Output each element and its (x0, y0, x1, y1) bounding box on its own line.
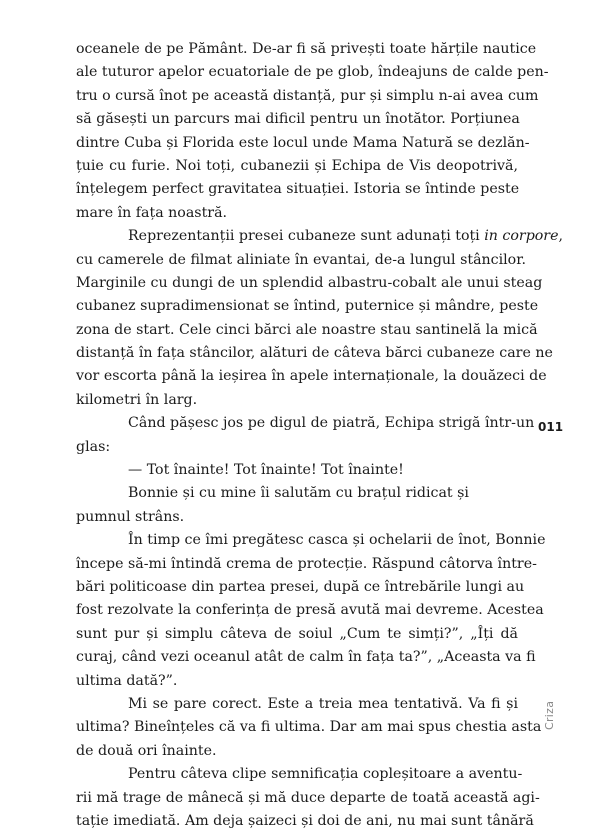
text-line: începe să-mi întindă crema de protecție. Răspund câtorva între- (76, 555, 537, 572)
text-line: Marginile cu dungi de un splendid albastru-cobalt ale unui steag (76, 274, 543, 291)
text-line: bări politicoase din partea presei, după ce întrebările lungi au (76, 578, 525, 595)
text-line: ale tuturor apelor ecuatoriale de pe glob, îndeajuns de calde pen- (76, 64, 549, 81)
text-line: fost rezolvate la conferința de presă avută mai devreme. Acestea (76, 602, 544, 619)
text-line: ultima? Bineînțeles că va fi ultima. Dar am mai spus chestia asta (76, 719, 542, 736)
text-line: ultima dată?”. (76, 672, 178, 689)
text-line: oceanele de pe Pământ. De-ar fi să privești toate hărțile nautice (76, 41, 537, 57)
text-line: de două ori înainte. (76, 742, 217, 759)
text-line: kilometri în larg. (76, 391, 198, 408)
text-line: sunt pur și simplu câteva de soiul „Cum te simți?”, „Îți dă (76, 625, 518, 642)
text-line: tru o cursă înot pe această distanță, pur și simplu n-ai avea cum (76, 87, 539, 104)
text-line: zona de start. Cele cinci bărci ale noastre stau santinelă la mică (76, 321, 538, 338)
text-line: tație imediată. Am deja șaizeci și doi de ani, nu mai sunt tânără (76, 812, 534, 829)
text-line: cu camerele de filmat aliniate în evantai, de-a lungul stâncilor. (76, 251, 526, 268)
text-line: În timp ce îmi pregătesc casca și ochelarii de înot, Bonnie (128, 532, 546, 549)
text-line: distanță în fața stâncilor, alături de câteva bărci cubaneze care ne (76, 345, 553, 362)
text-line: să găsești un parcurs mai dificil pentru un înotător. Porțiunea (76, 111, 520, 128)
text-line: — Tot înainte! Tot înainte! Tot înainte! (128, 462, 404, 479)
text-line: curaj, când vezi oceanul atât de calm în fața ta?”, „Aceasta va fi (76, 649, 536, 666)
running-head-section-title: Criza (543, 700, 556, 730)
text-line: Mi se pare corect. Este a treia mea tentativă. Va fi și (128, 695, 518, 712)
text-line: înțelegem perfect gravitatea situației. Istoria se întinde peste (76, 181, 520, 198)
text-line: rii mă trage de mânecă și mă duce departe de toată această agi- (76, 789, 540, 806)
page-number: 011 (538, 420, 564, 434)
text-line: dintre Cuba și Florida este locul unde Mama Natură se dezlăn- (76, 134, 530, 151)
text-line: Pentru câteva clipe semnificația copleșitoare a aventu- (128, 766, 523, 783)
text-line: vor escorta până la ieșirea în apele internaționale, la douăzeci de (76, 368, 547, 385)
text-line: Reprezentanții presei cubaneze sunt adunați toți in corpore, (128, 228, 564, 245)
text-line: cubanez supradimensionat se întind, puternice și mândre, peste (76, 298, 539, 315)
text-line: pumnul strâns. (76, 508, 185, 525)
text-line: Bonnie și cu mine îi salutăm cu brațul ridicat și (128, 485, 469, 502)
text-line: Când pășesc jos pe digul de piatră, Echipa strigă într-un (128, 415, 535, 432)
text-line: mare în fața noastră. (76, 204, 228, 221)
text-line: țuie cu furie. Noi toți, cubanezii și Echipa de Vis deopotrivă, (76, 157, 518, 174)
text-line: glas: (76, 438, 111, 455)
